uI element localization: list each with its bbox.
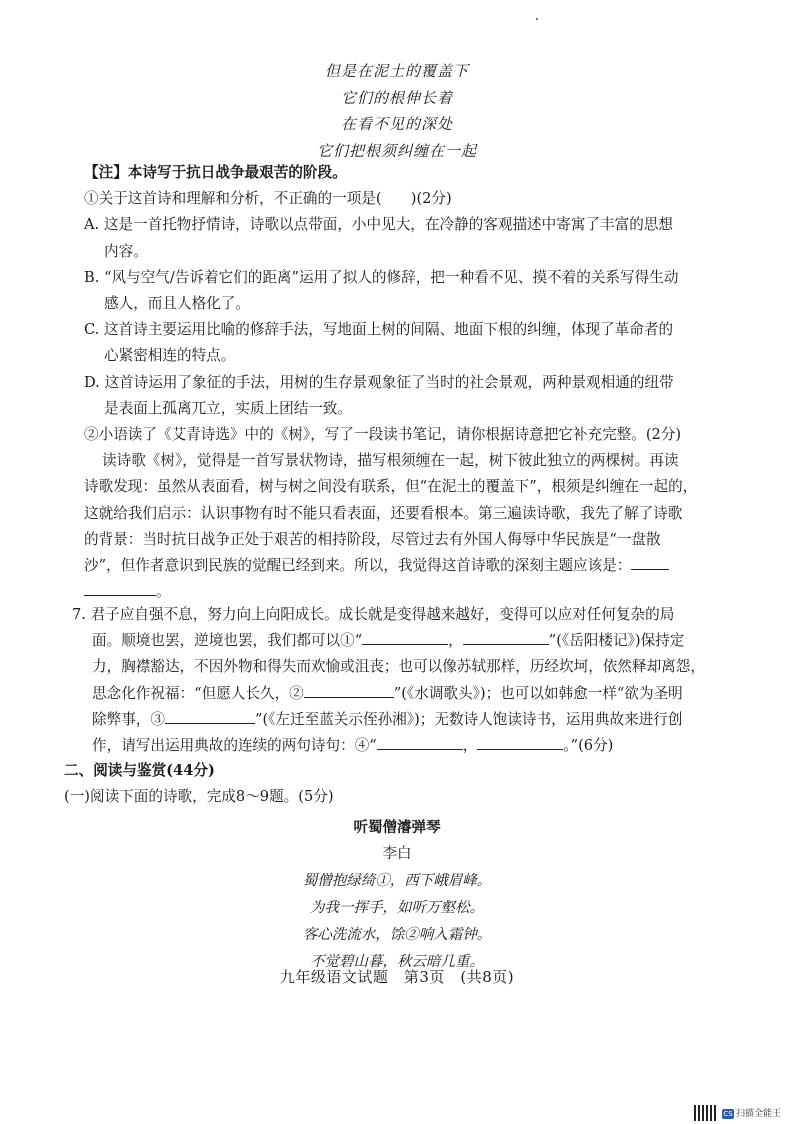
q2-line: 诗歌发现：虽然从表面看，树与树之间没有联系，但“在泥土的覆盖下”，根须是纠缠在一起的， [84,478,698,496]
section-heading: 二、阅读与鉴赏(44分) [64,762,215,779]
subsection-heading: (一)阅读下面的诗歌，完成8～9题。(5分) [64,788,334,806]
q1-option-d: D. 这首诗运用了象征的手法，用树的生存景观象征了当时的社会景观，两种景观相通的纽带 [84,373,674,391]
q1-option-a: A. 这是一首托物抒情诗，诗歌以点带面，小中见大，在冷静的客观描述中寄寓了丰富的思想 [84,216,673,234]
answer-blank[interactable] [631,555,669,570]
poem-line: 但是在泥土的覆盖下 [324,62,469,80]
q7-text: ”(《岳阳楼记》)保持定 [548,632,685,650]
q2-line-last [84,553,706,579]
page-footer: 九年级语文试题 第3页 (共8页) [279,968,515,986]
scanner-logo-icon: CS [723,1109,733,1118]
q1-option-a-cont: 内容。 [104,242,148,260]
q7-line: 力，胸襟豁达，不因外物和得失而欢愉或沮丧；也可以像苏轼那样，历经坎坷，依然释却离怨， [92,658,705,676]
answer-blank-1b[interactable] [463,630,549,645]
section-2 [64,758,714,810]
q1-option-c-cont: 心紧密相连的特点。 [104,347,236,365]
scanner-watermark [722,1106,781,1119]
q7-text: ”(《水调歌头》)；也可以如韩愈一样“欲为圣明 [393,684,683,702]
q1-option-b-cont: 感人，而且人格化了。 [104,295,250,313]
q7-text: 除弊事，③ [92,710,165,728]
q7-line [72,628,712,654]
q1-stem: ①关于这首诗和理解和分析，不正确的一项是( )(2分) [84,190,452,208]
q7-line [72,707,712,733]
answer-blank-4a[interactable] [377,735,463,750]
q2-line: 读诗歌《树》，觉得是一首写景状物诗，描写根须缠在一起，树下彼此独立的两棵树。再读 [102,452,679,470]
poem-line: 它们的根伸长着 [340,88,453,107]
q1-option-c: C. 这首诗主要运用比喻的修辞手法，写地面上树的间隔、地面下根的纠缠，体现了革命者的 [84,321,674,339]
q2-line-text: 沙”，但作者意识到民族的觉醒已经到来。所以，我觉得这首诗歌的深刻主题应该是： [84,557,632,575]
poem-listen-shu-monk [0,814,794,976]
q7-line: 7. 君子应自强不息，努力向上向阳成长。成长就是变得越来越好，变得可以应对任何复杂的局 [72,606,675,623]
q7-text: ， [448,632,463,650]
q2-line: 这就给我们启示：认识事物有时不能只看表面，还要看根本。第三遍读诗歌，我先了解了诗歌 [84,504,683,522]
q7-text: 作，请写出运用典故的连续的两句诗句：④“ [92,737,377,755]
q7-text: ”(《左迁至蓝关示侄孙湘》)；无数诗人饱读诗书，运用典故来进行创 [254,710,683,728]
answer-blank-2[interactable] [304,683,394,698]
poem-line: 不觉碧山暮，秋云暗几重。 [310,954,484,970]
answer-blank-3[interactable] [165,709,255,724]
period: 。 [156,583,171,601]
answer-blank-1a[interactable] [362,630,448,645]
q7-line [72,733,712,759]
q7-text: 思念化作祝福：“但愿人长久，② [92,684,304,702]
q2-line: 的背景：当时抗日战争正处于艰苦的相持阶段，尽管过去有外国人侮辱中华民族是“一盘散 [84,530,661,548]
q1-option-b: B. “风与空气/告诉着它们的距离”运用了拟人的修辞，把一种看不见、摸不着的关系写得生动 [84,268,679,286]
question-block-1 [84,160,706,605]
answer-blank-4b[interactable] [477,735,563,750]
qr-code-icon [694,1105,716,1121]
poem-line: 蜀僧抱绿绮①，西下峨眉峰。 [302,873,492,889]
poem-line: 客心洗流水，馀②响入霜钟。 [302,927,492,943]
poem-line: 在看不见的深处 [340,115,453,133]
poem-note: 【注】本诗写于抗日战争最艰苦的阶段。 [84,164,347,181]
poem-author: 李白 [382,846,412,862]
q7-line [72,681,712,707]
scanner-label: 扫描全能王 [736,1109,782,1119]
q7-text: 面。顺境也罢，逆境也罢，我们都可以①“ [92,632,363,650]
speck [536,18,538,20]
answer-blank[interactable] [84,581,156,596]
poem-line: 它们把根须纠缠在一起 [316,141,477,160]
question-7 [72,602,712,759]
poem-line: 为我一挥手，如听万壑松。 [310,900,484,916]
poem-title: 听蜀僧濬弹琴 [353,819,441,836]
q1-option-d-cont: 是表面上孤离兀立，实质上团结一致。 [104,399,353,417]
q7-text: ， [462,737,478,755]
q7-text: 。”(6分) [563,737,614,755]
poem-excerpt [0,58,794,164]
q2-stem: ②小语读了《艾青诗选》中的《树》，写了一段读书笔记，请你根据诗意把它补充完整。(2分) [84,426,682,444]
